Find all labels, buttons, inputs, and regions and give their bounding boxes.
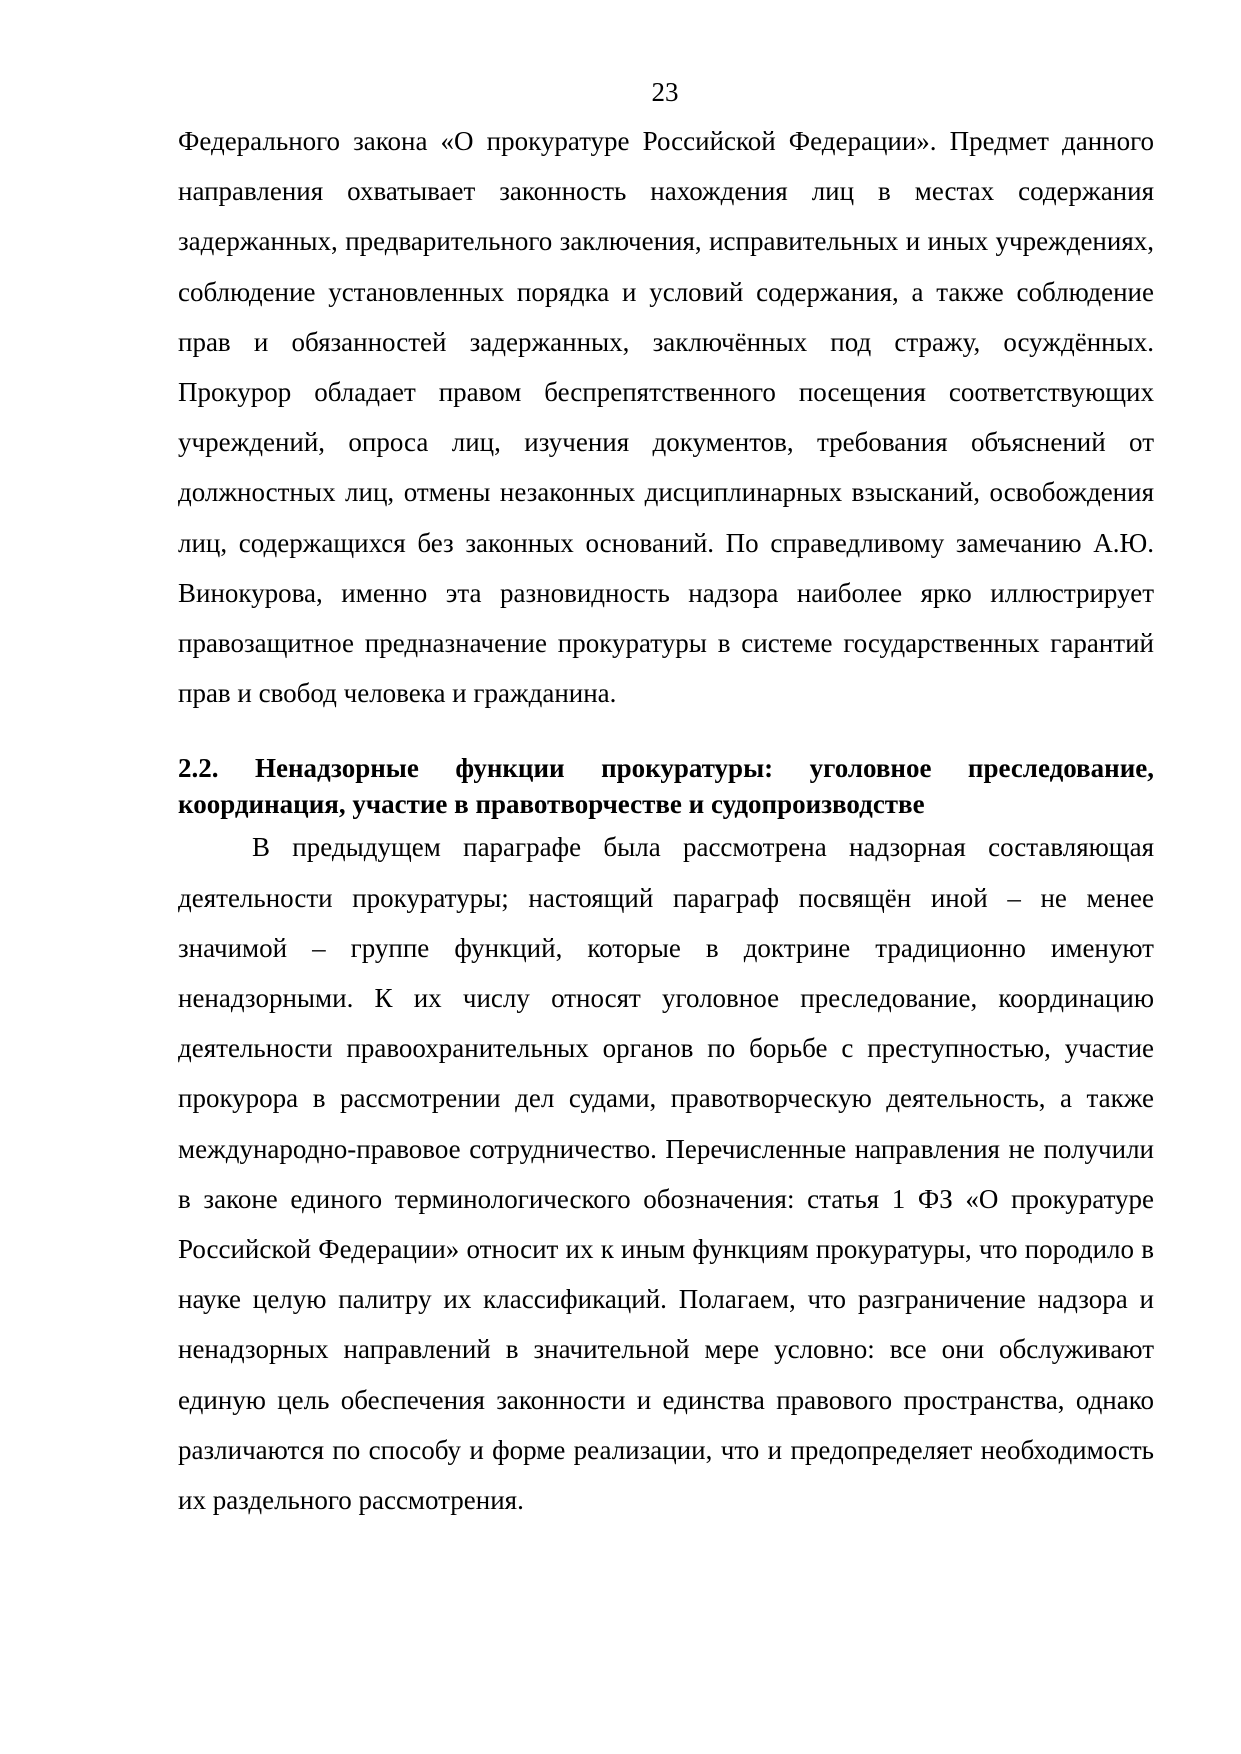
section-heading-line-2: координация, участие в правотворчестве и судопроизводстве xyxy=(178,789,925,820)
page-content xyxy=(178,116,1154,1525)
page-number: 23 xyxy=(651,77,679,107)
paragraph-1: Федерального закона «О прокуратуре Российской Федерации». Предмет данного направления охватывает законность нахождения лиц в местах содержания задержанных, предварительного заключения, исправительных и иных учреждениях, соблюдение установленных порядка и условий содержания, а также соблюдение прав и обязанностей задержанных, заключённых под стражу, осуждённых. Прокурор обладает правом беспрепятственного посещения соответствующих учреждений, опроса лиц, изучения документов, требования объяснений от должностных лиц, отмены незаконных дисциплинарных взысканий, освобождения лиц, содержащихся без законных оснований. По справедливому замечанию А.Ю. Винокурова, именно эта разновидность надзора наиболее ярко иллюстрирует правозащитное предназначение прокуратуры в системе государственных гарантий прав и свобод человека и гражданина. xyxy=(178,126,1154,709)
paragraph-2: В предыдущем параграфе была рассмотрена надзорная составляющая деятельности прокуратуры; настоящий параграф посвящён иной – не менее значимой – группе функций, которые в доктрине традиционно именуют ненадзорными. К их числу относят уголовное преследование, координацию деятельности правоохранительных органов по борьбе с преступностью, участие прокурора в рассмотрении дел судами, правотворческую деятельность, а также международно-правовое сотрудничество. Перечисленные направления не получили в законе единого терминологического обозначения: статья 1 ФЗ «О прокуратуре Российской Федерации» относит их к иным функциям прокуратуры, что породило в науке целую палитру их классификаций. Полагаем, что разграничение надзора и ненадзорных направлений в значительной мере условно: все они обслуживают единую цель обеспечения законности и единства правового пространства, однако различаются по способу и форме реализации, что и предопределяет необходимость их раздельного рассмотрения. xyxy=(178,832,1154,1516)
section-heading-line-1: 2.2. Ненадзорные функции прокуратуры: уголовное преследование, xyxy=(178,753,1154,784)
section-heading xyxy=(178,750,1154,822)
